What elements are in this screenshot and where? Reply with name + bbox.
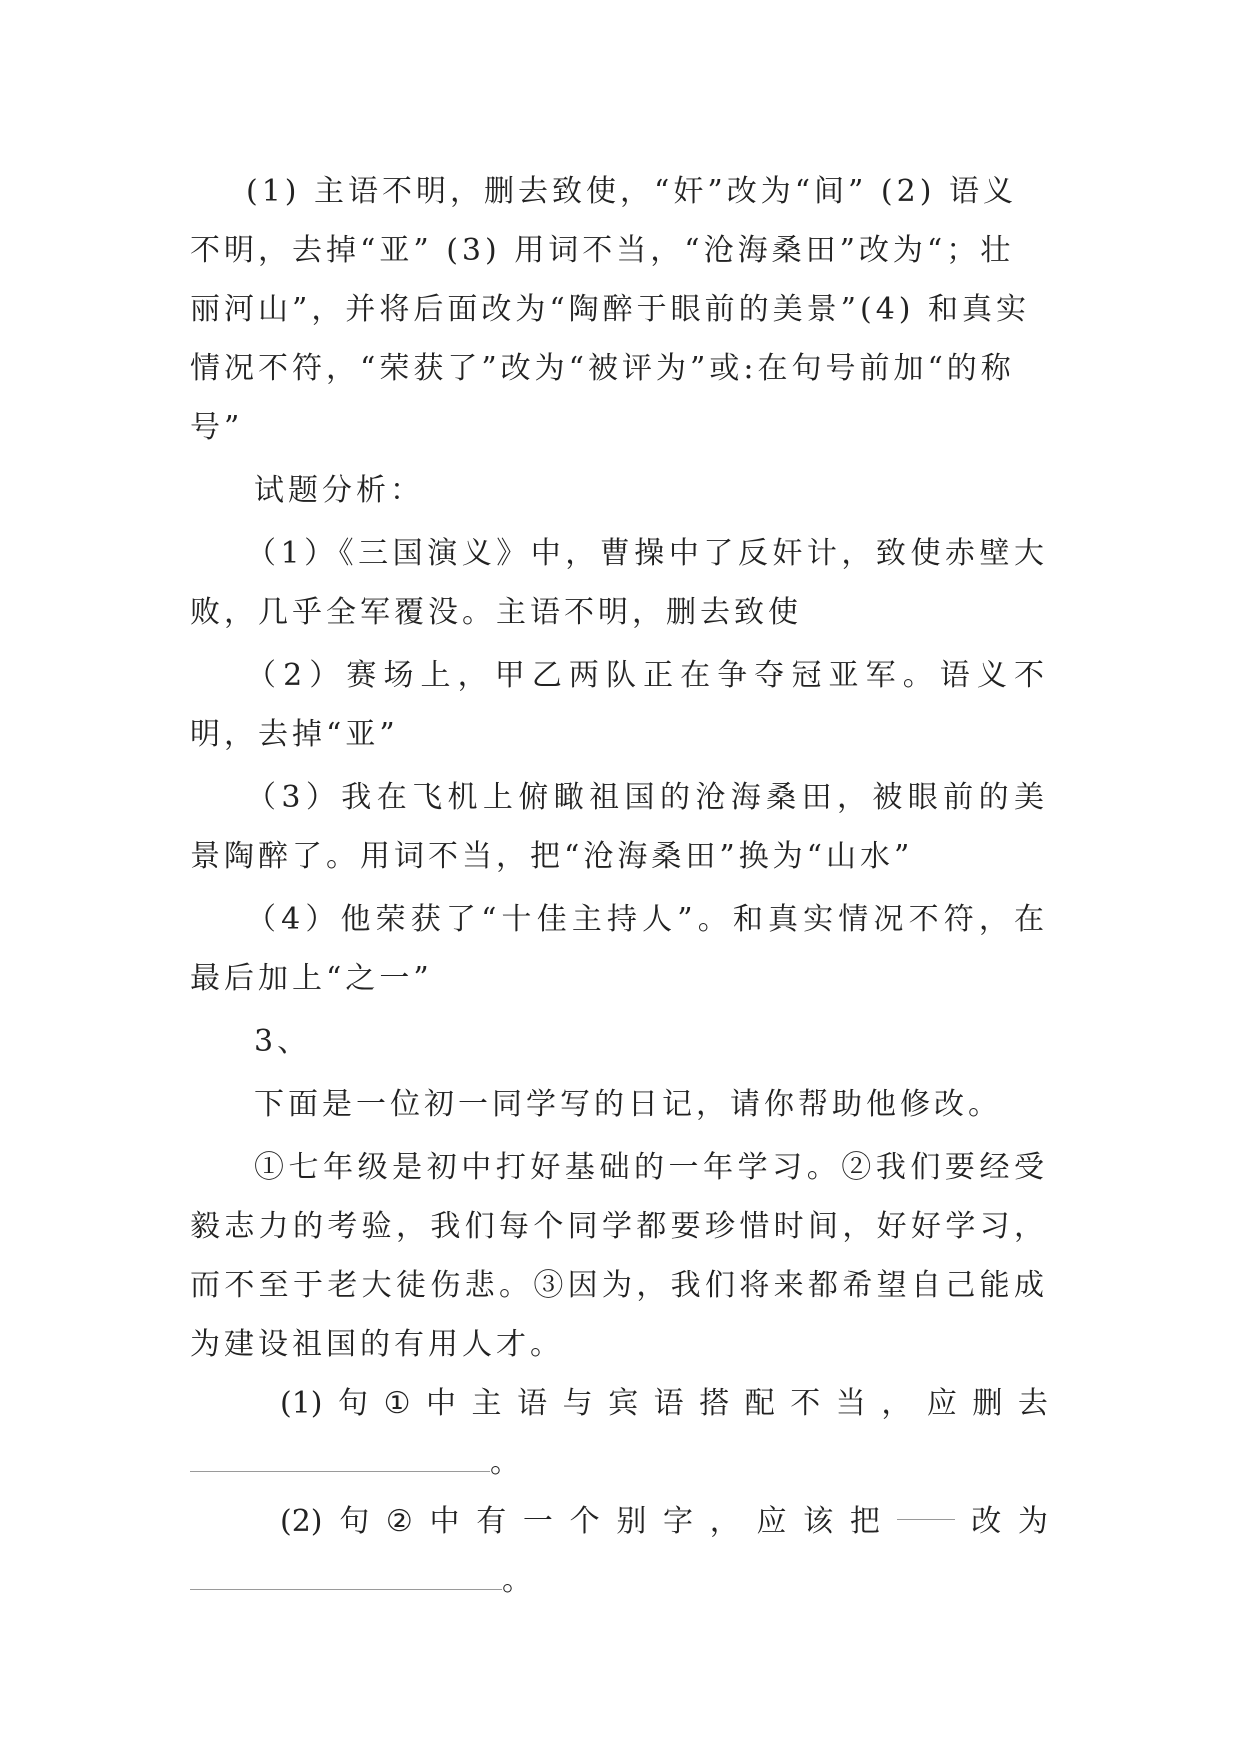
answer-line: 号” [190,410,244,445]
answer-text [190,162,1048,457]
sub-question-char: 个 [569,1504,600,1539]
answer-blank[interactable] [190,1562,502,1590]
sub-question-char: (2) [280,1504,323,1539]
document-body [190,162,1048,1610]
sub-question-char: 搭 [699,1386,730,1421]
sub-question-char: 别 [616,1504,647,1539]
sub-question-char: 中 [426,1386,456,1421]
sub-question-char: 不 [790,1386,821,1421]
sub-question-char: 语 [517,1386,548,1421]
sub-question-char: 该 [803,1504,834,1539]
answer-blank-row-1 [190,1433,1048,1492]
sub-question-char: 与 [562,1386,593,1421]
blank-end-mark: 。 [490,1445,520,1480]
analysis-heading: 试题分析： [254,473,424,508]
analysis-item: （1）《三国演义》中，曹操中了反奸计，致使赤壁大败，几乎全军覆没。主语不明，删去致使 [190,536,1048,630]
sub-question-char: 把 [849,1504,880,1539]
sub-question-char: 为 [1017,1504,1048,1539]
answer-line: 情况不符，“荣获了”改为“被评为”或:在句号前加“的称 [190,351,1015,386]
sub-question-char: (1) [280,1386,323,1421]
sub-question-char: 主 [471,1386,502,1421]
sub-question-char: 字 [663,1504,694,1539]
answer-blank-row-2 [190,1551,1048,1610]
sub-question-char: 宾 [608,1386,639,1421]
answer-blank[interactable] [190,1444,490,1472]
inline-answer-blank[interactable] [897,1492,955,1520]
answer-line: (1) 主语不明，删去致使，“奸”改为“间” (2) 语义 [246,174,1017,209]
sub-question-2 [190,1492,1048,1551]
sub-question-1-text [190,1374,1048,1433]
sub-question-char: ， [709,1504,740,1539]
sub-question-char: 语 [653,1386,684,1421]
sub-question-char: 配 [744,1386,775,1421]
sub-question-1 [190,1374,1048,1433]
sub-question-char: 应 [756,1504,787,1539]
blank-end-mark: 。 [502,1563,532,1598]
sub-question-char: ② [385,1504,413,1539]
answer-line: 不明，去掉“亚” (3) 用词不当，“沧海桑田”改为“；壮 [190,233,1015,268]
question-prompt: 下面是一位初一同学写的日记，请你帮助他修改。 [254,1087,1002,1122]
sub-question-char: 句 [339,1504,370,1539]
sub-question-char: 中 [429,1504,460,1539]
sub-question-char: ① [383,1386,411,1421]
analysis-item: （3）我在飞机上俯瞰祖国的沧海桑田，被眼前的美景陶醉了。用词不当，把“沧海桑田”换为“山水” [190,780,1048,874]
question-passage: ①七年级是初中打好基础的一年学习。②我们要经受毅志力的考验，我们每个同学都要珍惜时间，好好学习，而不至于老大徒伤悲。③因为，我们将来都希望自己能成为建设祖国的有用人才。 [190,1150,1048,1362]
sub-question-char: 句 [338,1386,369,1421]
sub-question-char: 删 [972,1386,1003,1421]
answer-line: 丽河山”，并将后面改为“陶醉于眼前的美景”(4) 和真实 [190,292,1031,327]
analysis-item: （2）赛场上，甲乙两队正在争夺冠亚军。语义不明，去掉“亚” [190,658,1048,752]
sub-question-char: 有 [476,1504,507,1539]
sub-question-char: 应 [926,1386,957,1421]
sub-question-char: ， [881,1386,912,1421]
sub-question-char: 一 [522,1504,553,1539]
sub-question-char: 去 [1017,1386,1048,1421]
sub-question-2-text [190,1492,1048,1551]
question-number: 3、 [254,1024,312,1059]
sub-question-char: 改 [971,1504,1002,1539]
sub-question-char: 当 [835,1386,866,1421]
analysis-item: （4）他荣获了“十佳主持人”。和真实情况不符，在最后加上“之一” [190,902,1048,996]
